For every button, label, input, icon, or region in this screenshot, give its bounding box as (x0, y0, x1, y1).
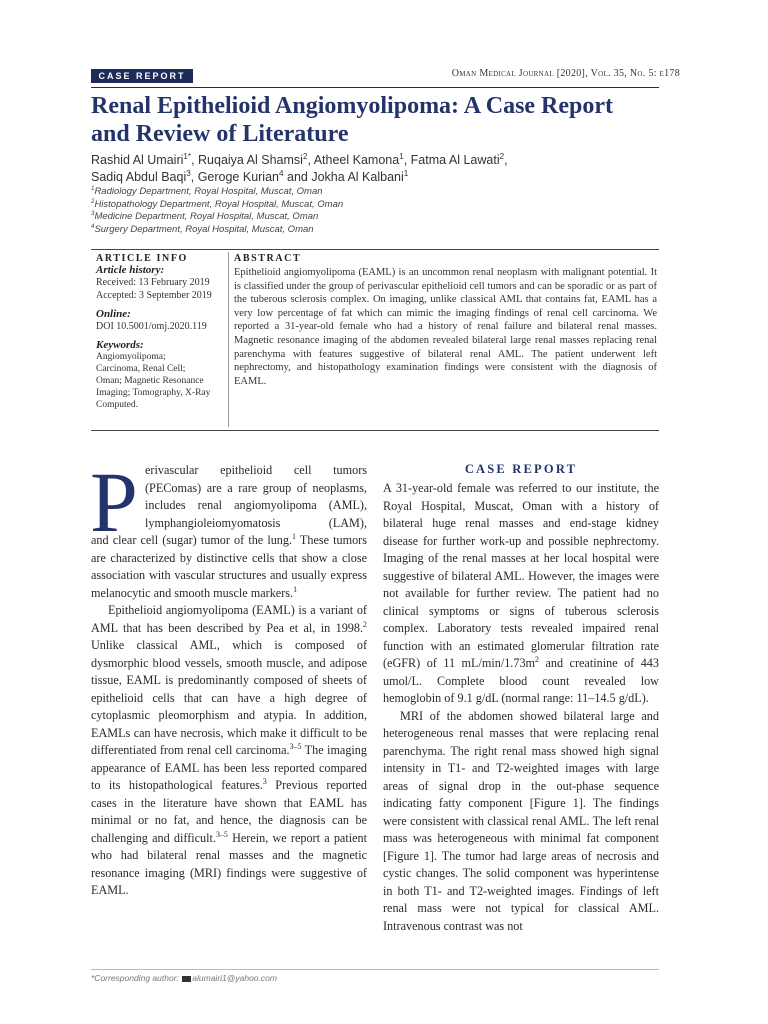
header-rule (91, 87, 659, 88)
received-date: Received: 13 February 2019 (96, 277, 210, 288)
intro-paragraph-1 (91, 532, 367, 602)
text-run: Herein, we report a patient who had bilateral renal masses and the magnetic resonance imaging (MRI) findings were suggestive of EAML. (91, 830, 367, 897)
corresponding-footnote (91, 973, 277, 983)
text-run: The imaging appearance of EAML has been less reported compared to its histopathological features. (91, 743, 367, 792)
keyword-line: Computed. (96, 400, 138, 410)
text-run: and creatinine of 443 umol/L. Complete blood count revealed low hemoglobin of 9.1 g/dL (normal range: 11–14.5 g/dL). (383, 656, 659, 705)
author-name: Ruqaiya Al Shamsi (198, 153, 303, 167)
citation: 3–5 (289, 741, 302, 751)
text-run: Unlike classical AML, which is composed of dysmorphic blood vessels, smooth muscle, and adipose tissue, EAML is predominantly composed of sheets of epithelioid cells that can have a high degree of cytoplasmic pleomorphism and atypia. In addition, EAMLs can have necrosis, which make it difficult to be differentiated from renal cell carcinoma. (91, 638, 367, 757)
author-line-1 (91, 151, 508, 169)
affiliation-text: Surgery Department, Royal Hospital, Muscat, Oman (94, 223, 314, 235)
intro-line: includes renal angiomyolipoma (AML), (145, 498, 367, 512)
keyword-line: Angiomyolipoma; (96, 352, 166, 362)
abstract-text: Epithelioid angiomyolipoma (EAML) is an uncommon renal neoplasm with malignant potential. It is classified under the group of perivascular epithelioid cell tumors and can be sporadic or as part of the tuberous sclerosis complex. On imaging, unlike classical AML that contains fat, EAML has a very low percentage of fat which can mimic the imaging findings of renal cell carcinoma. We reported a 31-year-old female who had a history of renal failure and bilateral renal masses. Magnetic resonance imaging of the abdomen revealed bilateral large renal masses replacing renal parenchyma with features suggestive of bilateral renal AML. The patient underwent left nephrectomy, and histopathology examination findings were consistent with the diagnosis of EAML. (234, 267, 657, 387)
corresponding-mark: * (187, 151, 192, 161)
author-separator: , (504, 153, 508, 167)
box-top-rule (91, 249, 659, 250)
journal-citation: Oman Medical Journal [2020], Vol. 35, No. 5: e178 (451, 68, 680, 79)
author-line-2 (91, 168, 408, 186)
citation: 2 (363, 619, 367, 629)
author-affiliation-mark: 1 (403, 168, 409, 178)
box-divider (228, 252, 229, 427)
affiliation-mark: 1 (91, 184, 95, 192)
citation: 1 (293, 584, 298, 594)
author-name: Geroge Kurian (197, 170, 279, 184)
article-info-label: ARTICLE INFO (96, 253, 188, 264)
intro-line: lymphangioleiomyomatosis (LAM), (145, 515, 367, 530)
text-run: and clear cell (sugar) tumor of the lung. (91, 533, 293, 547)
footnote-label: *Corresponding author: (91, 973, 179, 983)
citation: 3–5 (215, 829, 228, 839)
text-run: Epithelioid angiomyolipoma (EAML) is a variant of AML that has been described by Pea et al, in 1998. (91, 603, 367, 635)
affiliation (91, 211, 343, 224)
author-separator: , (190, 170, 198, 184)
author-separator: , (191, 153, 199, 167)
case-paragraph-2: MRI of the abdomen showed bilateral large and heterogeneous renal masses that were replacing renal parenchyma. The right renal mass showed high signal intensity in T1- and T2-weighted images with large areas of signal drop in the out-phase sequence indicating fatty component [Figure 1]. The findings were consistent with classical renal AML. The left renal mass was heterogeneous with minimal fat component [Figure 1]. The tumor had large areas of necrosis and cystic changes. The solid component was hyperintense in both T1- and T2-weighted images. Findings of left renal mass were not typical for classical AML. Intravenous contrast was not (383, 708, 659, 933)
keyword-line: Carcinoma, Renal Cell; (96, 364, 186, 374)
footnote-rule (91, 969, 659, 970)
affiliation-text: Medicine Department, Royal Hospital, Muscat, Oman (94, 211, 319, 222)
author-affiliation-mark: 1 (183, 151, 188, 161)
keyword-line: Imaging; Tomography, X-Ray (96, 388, 211, 398)
keyword-line: Oman; Magnetic Resonance (96, 376, 204, 386)
paper-title: Renal Epithelioid Angiomyolipoma: A Case Report and Review of Literature (91, 93, 614, 147)
author-name: Jokha Al Kalbani (311, 170, 404, 184)
text-run: Previous reported cases in the literature have shown that EAML has minimal or no fat, and hence, the diagnosis can be challenging and difficult. (91, 778, 368, 845)
author-separator: and (283, 170, 312, 184)
case-report-column (383, 480, 659, 935)
author-affiliation-mark: 3 (186, 168, 191, 178)
author-affiliation-mark: 2 (499, 151, 505, 161)
affiliation (91, 224, 343, 237)
affiliation-text: Histopathology Department, Royal Hospital, Muscat, Oman (94, 198, 344, 210)
case-paragraph-1 (383, 480, 659, 708)
intro-line: (PEComas) are a rare group of neoplasms, (145, 480, 367, 495)
keywords-label: Keywords: (96, 339, 144, 351)
email-icon (182, 976, 191, 982)
superscript: 2 (535, 654, 539, 664)
history-label: Article history: (96, 264, 165, 276)
accepted-date: Accepted: 3 September 2019 (96, 290, 212, 301)
affiliation-mark: 4 (91, 222, 95, 230)
box-bottom-rule (91, 430, 659, 431)
affiliation-mark: 3 (91, 209, 95, 217)
text-run: These tumors are characterized by distinctive cells that show a close association with vascular structures and usually express melanocytic and smooth muscle markers. (91, 533, 367, 600)
affiliation (91, 186, 343, 199)
doi: DOI 10.5001/omj.2020.119 (96, 321, 207, 332)
affiliation-mark: 2 (91, 197, 95, 205)
author-name: Atheel Kamona (313, 153, 400, 167)
author-affiliation-mark: 1 (399, 151, 404, 161)
intro-paragraph-2 (91, 602, 367, 900)
text-run: A 31-year-old female was referred to our institute, the Royal Hospital, Muscat, Oman with a history of bilateral huge renal masses and end-stage kidney disease for further work-up and possible nephrectomy. Imaging of the renal masses at her local hospital were suggestive of bilateral AML. However, the images were not available for further review. The patient had no clinical symptoms or signs of tuberous sclerosis complex. Laboratory tests revealed impaired renal function with an estimated glomerular filtration rate (eGFR) of 11 mL/min/1.73m (383, 481, 659, 670)
citation: 1 (292, 531, 297, 541)
section-heading-case-report: CASE REPORT (464, 462, 578, 476)
affiliation (91, 199, 343, 212)
corresponding-email[interactable]: alumairi1@yahoo.com (192, 973, 277, 983)
article-type-badge: CASE REPORT (91, 69, 193, 83)
author-affiliation-mark: 4 (279, 168, 284, 178)
article-info (96, 253, 226, 411)
author-name: Rashid Al Umairi (91, 153, 184, 167)
author-affiliation-mark: 2 (302, 151, 308, 161)
intro-column (91, 532, 367, 900)
drop-cap: P (90, 454, 138, 550)
author-separator: , (403, 153, 411, 167)
author-name: Fatma Al Lawati (410, 153, 500, 167)
intro-first-lines (145, 462, 367, 532)
author-name: Sadiq Abdul Baqi (91, 170, 187, 184)
citation: 3 (262, 776, 267, 786)
intro-line: erivascular epithelioid cell tumors (145, 463, 367, 477)
abstract-label: ABSTRACT (234, 253, 302, 264)
affiliations (91, 186, 343, 236)
affiliation-text: Radiology Department, Royal Hospital, Muscat, Oman (94, 186, 323, 197)
online-label: Online: (96, 308, 131, 320)
author-separator: , (307, 153, 314, 167)
